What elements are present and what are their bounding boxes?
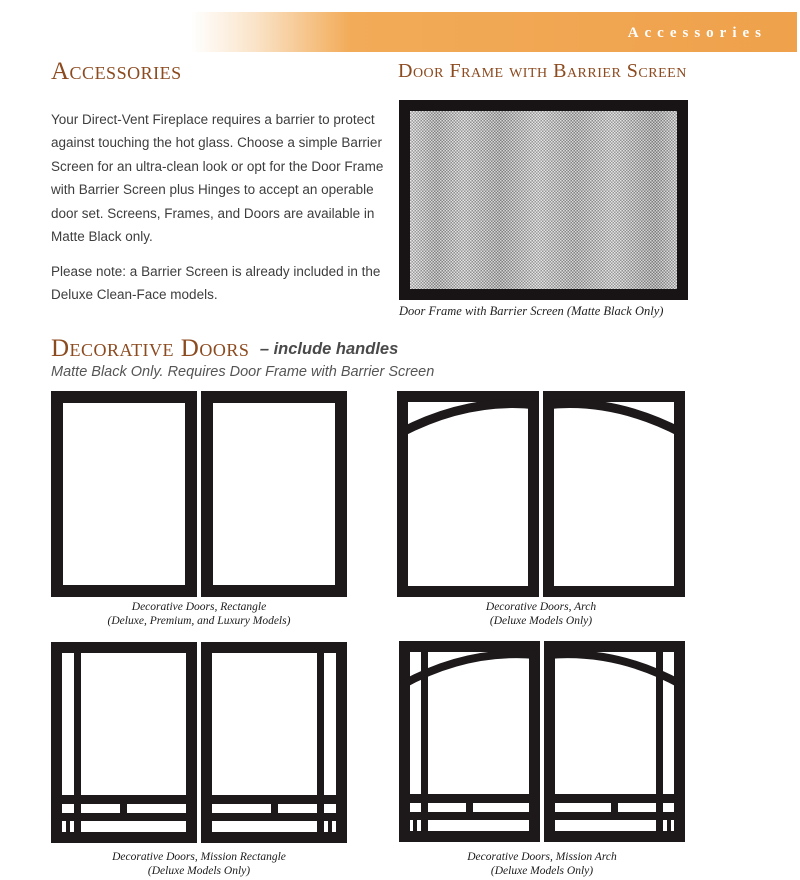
caption-mission-rectangle-line1: Decorative Doors, Mission Rectangle: [112, 851, 286, 863]
decorative-doors-title: Decorative Doors: [51, 335, 250, 362]
decorative-door-arch-image: [397, 391, 685, 597]
decorative-door-rectangle-image: [51, 391, 347, 597]
caption-mission-arch-line1: Decorative Doors, Mission Arch: [467, 851, 617, 863]
caption-rectangle: [51, 601, 347, 628]
caption-arch: [397, 601, 685, 628]
caption-mission-rectangle-line2: (Deluxe Models Only): [147, 864, 251, 877]
header-tab-label: Accessories: [627, 25, 767, 41]
page-header-bar: [0, 12, 797, 52]
caption-mission-rectangle: [51, 851, 347, 878]
decorative-door-mission-rectangle-image: [51, 642, 347, 843]
intro-paragraph-1: Your Direct-Vent Fireplace requires a barrier to protect against touching the hot glass. Choose a simple Barrier Screen for an ultra-clean look or opt for the Door Frame with Barrier Screen plus Hinges to accept an operable door set. Screens, Frames, and Doors are available in Matte Black only.: [51, 111, 384, 245]
decorative-door-mission-arch-image: [399, 641, 685, 842]
caption-mission-arch: [399, 851, 685, 878]
barrier-screen-caption: Door Frame with Barrier Screen (Matte Black Only): [399, 304, 664, 318]
door-frame-heading: Door Frame with Barrier Screen: [398, 60, 687, 82]
caption-mission-arch-line2: (Deluxe Models Only): [490, 864, 594, 877]
intro-paragraph-2: Please note: a Barrier Screen is already included in the Deluxe Clean-Face models.: [51, 263, 381, 303]
barrier-screen-image: [399, 100, 688, 300]
caption-arch-line2: (Deluxe Models Only): [489, 614, 593, 627]
accessories-heading: Accessories: [51, 58, 182, 85]
decorative-doors-heading: [51, 335, 398, 363]
caption-rectangle-line1: Decorative Doors, Rectangle: [131, 601, 267, 613]
caption-rectangle-line2: (Deluxe, Premium, and Luxury Models): [107, 614, 291, 627]
caption-arch-line1: Decorative Doors, Arch: [485, 601, 597, 613]
decorative-doors-subtitle: Matte Black Only. Requires Door Frame with Barrier Screen: [51, 364, 435, 380]
decorative-doors-suffix: – include handles: [259, 340, 399, 358]
